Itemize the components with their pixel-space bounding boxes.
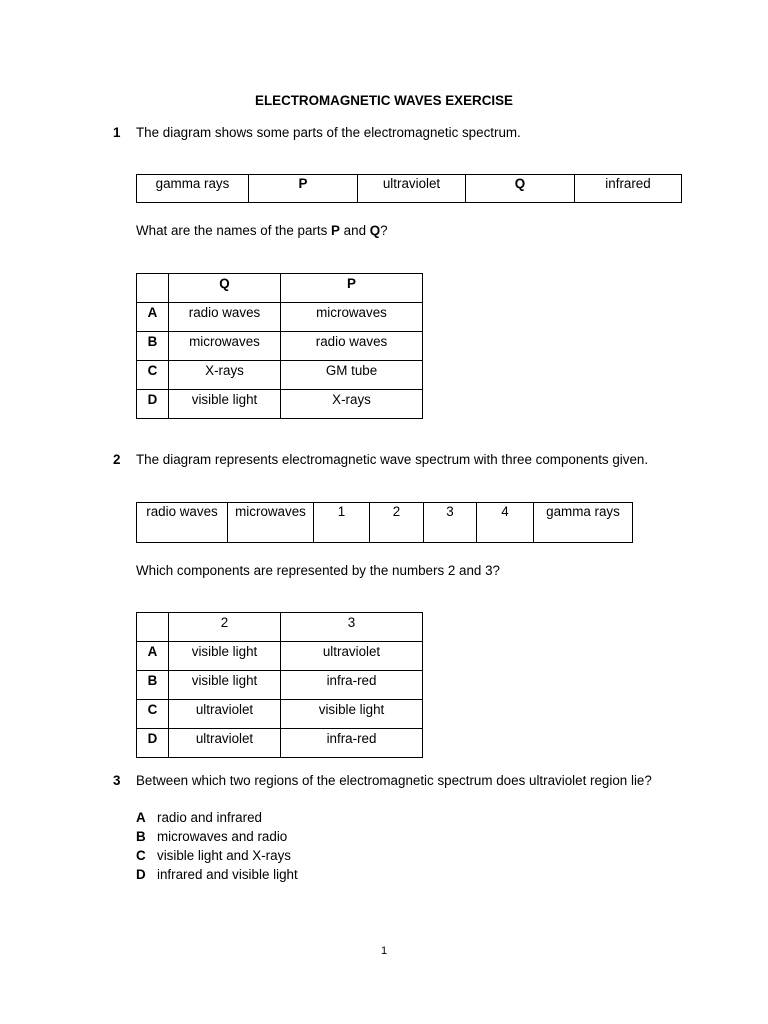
spectrum-cell: 1 [314, 503, 370, 543]
table-row [137, 332, 423, 361]
question-2-text: The diagram represents electromagnetic wave spectrum with three components given. [136, 452, 649, 467]
header-cell: 3 [281, 613, 423, 642]
table-cell: ultraviolet [281, 642, 423, 671]
table-row [137, 671, 423, 700]
prompt-q: Q [369, 223, 381, 238]
header-cell [137, 274, 169, 303]
table-row [137, 303, 423, 332]
table-cell: GM tube [281, 361, 423, 390]
header-cell: 2 [169, 613, 281, 642]
row-label: A [137, 642, 169, 671]
table-cell: X-rays [281, 390, 423, 419]
spectrum-cell: Q [466, 175, 575, 203]
option-b [136, 829, 287, 844]
question-1-answer-table [136, 273, 423, 419]
option-c [136, 848, 291, 863]
spectrum-cell: P [249, 175, 358, 203]
option-letter: C [136, 848, 146, 863]
question-2-number: 2 [113, 452, 121, 467]
row-label: B [137, 671, 169, 700]
question-2-prompt: Which components are represented by the numbers 2 and 3? [136, 563, 500, 578]
table-header-row [137, 274, 423, 303]
spectrum-cell: infrared [575, 175, 682, 203]
row-label: C [137, 361, 169, 390]
question-3-text: Between which two regions of the electromagnetic spectrum does ultraviolet region lie? [136, 773, 652, 788]
table-row [137, 729, 423, 758]
option-text: radio and infrared [157, 810, 262, 825]
option-letter: B [136, 829, 146, 844]
prompt-text: and [339, 223, 370, 238]
table-row [137, 642, 423, 671]
spectrum-cell: 4 [477, 503, 534, 543]
prompt-p: P [331, 223, 340, 238]
table-header-row [137, 613, 423, 642]
row-label: D [137, 390, 169, 419]
option-a [136, 810, 262, 825]
header-cell [137, 613, 169, 642]
table-cell: infra-red [281, 671, 423, 700]
option-letter: D [136, 867, 146, 882]
table-cell: radio waves [281, 332, 423, 361]
row-label: D [137, 729, 169, 758]
table-cell: ultraviolet [169, 700, 281, 729]
question-1-spectrum-table [136, 174, 682, 203]
table-cell: visible light [281, 700, 423, 729]
prompt-text: ? [380, 223, 388, 238]
question-1-number: 1 [113, 125, 121, 140]
question-2-spectrum-table [136, 502, 633, 543]
option-d [136, 867, 298, 882]
table-cell: infra-red [281, 729, 423, 758]
page-number: 1 [380, 945, 388, 957]
spectrum-cell: gamma rays [137, 175, 249, 203]
table-cell: visible light [169, 390, 281, 419]
spectrum-cell: 2 [370, 503, 424, 543]
row-label: B [137, 332, 169, 361]
header-cell: Q [169, 274, 281, 303]
row-label: A [137, 303, 169, 332]
table-cell: ultraviolet [169, 729, 281, 758]
prompt-text: What are the names of the parts [136, 223, 332, 238]
row-label: C [137, 700, 169, 729]
table-row [137, 361, 423, 390]
option-text: infrared and visible light [157, 867, 298, 882]
page-title: ELECTROMAGNETIC WAVES EXERCISE [255, 93, 513, 108]
spectrum-cell: 3 [424, 503, 477, 543]
table-cell: visible light [169, 671, 281, 700]
spectrum-cell: ultraviolet [358, 175, 466, 203]
table-cell: visible light [169, 642, 281, 671]
option-text: visible light and X-rays [157, 848, 291, 863]
question-3-number: 3 [113, 773, 121, 788]
table-row [137, 390, 423, 419]
option-letter: A [136, 810, 146, 825]
table-cell: microwaves [169, 332, 281, 361]
table-row [137, 700, 423, 729]
question-1-text: The diagram shows some parts of the electromagnetic spectrum. [136, 125, 521, 140]
header-cell: P [281, 274, 423, 303]
spectrum-cell: radio waves [137, 503, 228, 543]
question-1-prompt [136, 223, 388, 238]
option-text: microwaves and radio [157, 829, 288, 844]
table-cell: radio waves [169, 303, 281, 332]
question-2-answer-table [136, 612, 423, 758]
spectrum-cell: gamma rays [534, 503, 633, 543]
table-cell: X-rays [169, 361, 281, 390]
spectrum-cell: microwaves [228, 503, 314, 543]
table-cell: microwaves [281, 303, 423, 332]
